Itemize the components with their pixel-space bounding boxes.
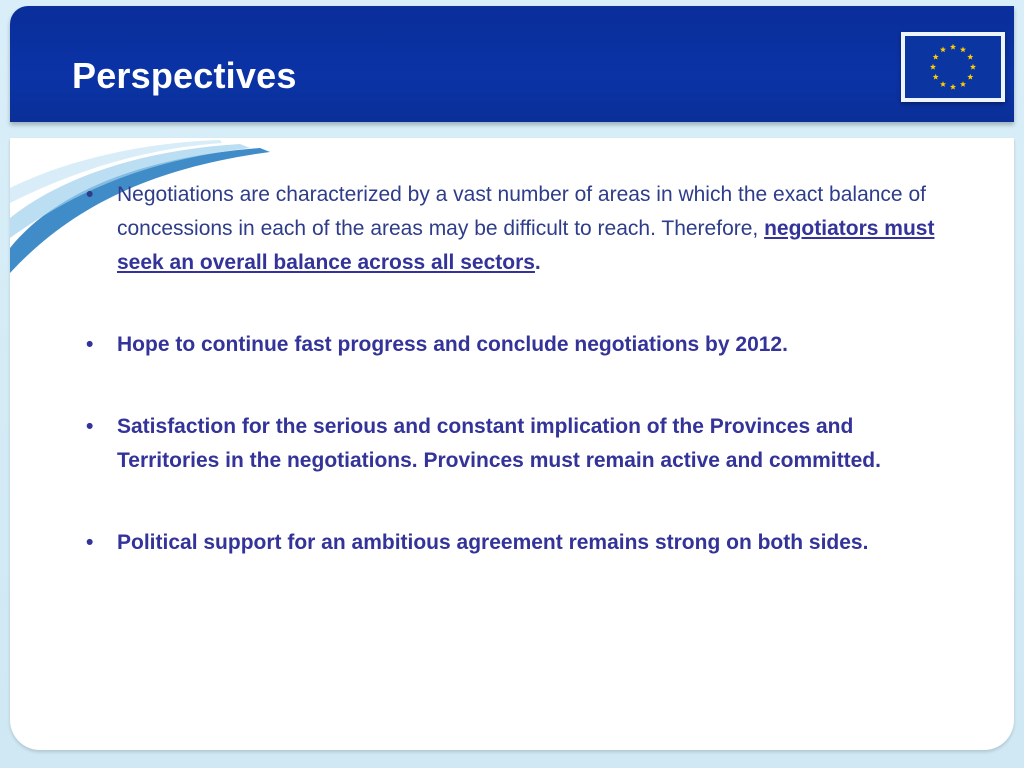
- bullet-text: Negotiations are characterized by a vast number of areas in which the exact balance of concessions in each of the areas may be difficult to reach. Therefore,: [117, 183, 926, 240]
- bullet-marker: •: [86, 415, 94, 438]
- bullet-text-end: .: [534, 251, 541, 274]
- eu-flag-frame: [901, 32, 1005, 102]
- star-icon: [940, 46, 946, 52]
- eu-stars: [905, 36, 1001, 98]
- bullet-text: Satisfaction for the serious and constant implication of the Provinces and Territories in the negotiations. Provinces must remain active and committed.: [117, 415, 881, 472]
- bullet-marker: •: [86, 531, 94, 554]
- bullet-emphasis-text: negotiators must seek an overall balance across all sectors: [117, 217, 935, 274]
- star-icon: [967, 74, 973, 80]
- star-icon: [950, 84, 956, 90]
- bullet-item-political-support: [80, 526, 940, 560]
- bullet-marker: •: [86, 183, 94, 206]
- bullet-text: Political support for an ambitious agreement remains strong on both sides.: [117, 531, 869, 554]
- star-icon: [960, 46, 966, 52]
- slide-title: Perspectives: [72, 55, 297, 96]
- bullet-text: Hope to continue fast progress and conclude negotiations by 2012.: [117, 333, 788, 356]
- star-icon: [950, 44, 956, 50]
- slide-header: [10, 6, 1014, 122]
- bullet-marker: •: [86, 333, 94, 356]
- star-icon: [960, 81, 966, 87]
- star-icon: [933, 54, 939, 60]
- star-icon: [940, 81, 946, 87]
- bullet-item-satisfaction: [80, 410, 940, 478]
- slide-content: [10, 138, 1014, 750]
- star-icon: [967, 54, 973, 60]
- bullet-item-progress: [80, 328, 940, 362]
- star-icon: [933, 74, 939, 80]
- star-icon: [930, 64, 936, 70]
- eu-flag-icon: [905, 36, 1001, 98]
- star-icon: [970, 64, 976, 70]
- bullet-list: [80, 178, 940, 560]
- bullet-item-negotiations: [80, 178, 940, 280]
